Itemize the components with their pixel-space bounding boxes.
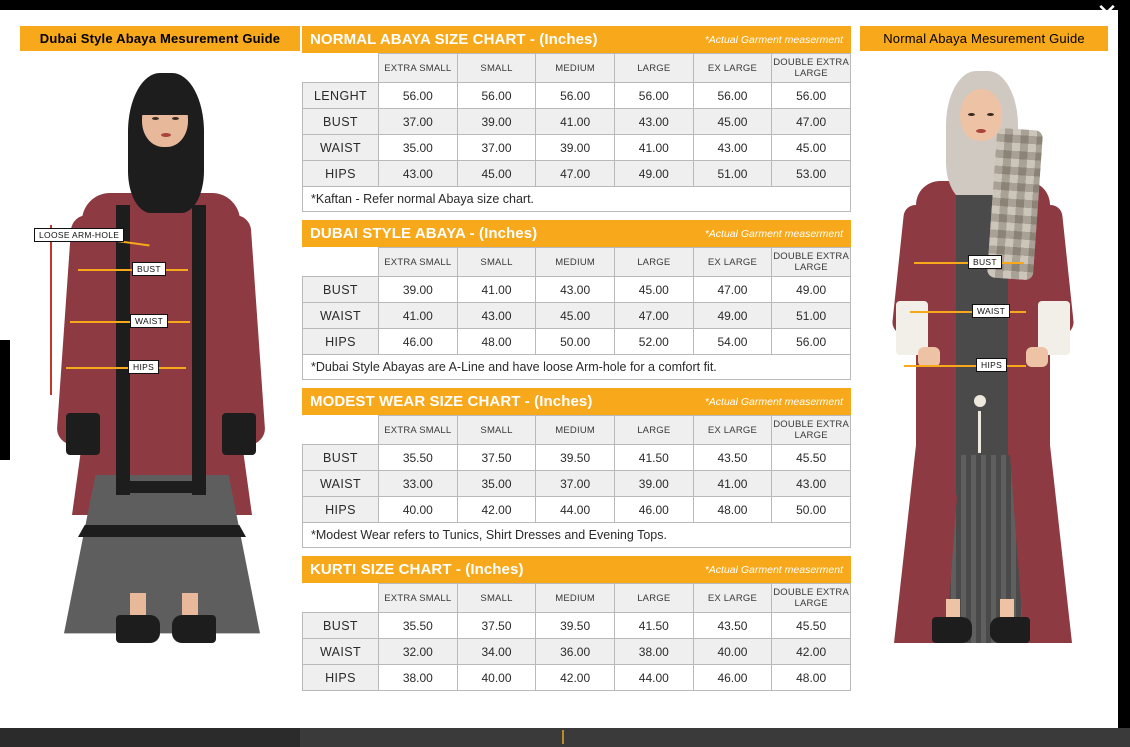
chart-footnote: *Modest Wear refers to Tunics, Shirt Dresses and Evening Tops.	[302, 523, 851, 548]
cell: 43.00	[693, 135, 772, 161]
col-large: LARGE	[614, 248, 693, 277]
bottom-strip-marker	[562, 730, 564, 744]
row-label: HIPS	[303, 161, 379, 187]
label-loose-arm-hole: LOOSE ARM-HOLE	[34, 228, 124, 242]
table-row	[303, 329, 851, 355]
eye-left	[968, 113, 975, 116]
cell: 46.00	[614, 497, 693, 523]
chart-title: MODEST WEAR SIZE CHART - (Inches)	[310, 393, 593, 410]
table-header-row	[303, 248, 851, 277]
cell: 41.50	[614, 445, 693, 471]
cell: 41.00	[536, 109, 615, 135]
lips	[161, 133, 171, 137]
col-small: SMALL	[457, 416, 536, 445]
front-panel-bottom	[116, 481, 206, 493]
table-header-row	[303, 416, 851, 445]
cell: 41.00	[693, 471, 772, 497]
chart-header	[302, 26, 851, 53]
cell: 36.00	[536, 639, 615, 665]
chart-note: *Actual Garment measerment	[704, 33, 843, 46]
shoe-left	[932, 617, 972, 643]
hand-right	[1026, 347, 1048, 367]
cell: 45.00	[693, 109, 772, 135]
front-panel-right	[192, 205, 206, 495]
cell: 41.50	[614, 613, 693, 639]
cell: 39.00	[379, 277, 458, 303]
cell: 49.00	[772, 277, 851, 303]
bottom-strip-left	[0, 728, 300, 747]
cell: 51.00	[693, 161, 772, 187]
table-row	[303, 109, 851, 135]
row-label: WAIST	[303, 639, 379, 665]
size-chart-sheet	[0, 10, 1118, 728]
chart-note: *Actual Garment measerment	[704, 395, 843, 408]
table-header-row	[303, 54, 851, 83]
table-row	[303, 471, 851, 497]
cell: 44.00	[614, 665, 693, 691]
table-row	[303, 639, 851, 665]
col-large: LARGE	[614, 54, 693, 83]
table-row	[303, 497, 851, 523]
table-row	[303, 135, 851, 161]
cell: 35.50	[379, 613, 458, 639]
chart-normal-abaya	[302, 26, 851, 212]
row-label: WAIST	[303, 471, 379, 497]
table-corner-cell	[303, 54, 379, 83]
hips-guide-line	[66, 367, 186, 369]
cell: 43.50	[693, 613, 772, 639]
cell: 39.50	[536, 613, 615, 639]
row-label: HIPS	[303, 665, 379, 691]
cell: 48.00	[772, 665, 851, 691]
cell: 43.00	[772, 471, 851, 497]
col-double-extra-large: DOUBLE EXTRA LARGE	[772, 416, 851, 445]
cell: 45.00	[772, 135, 851, 161]
row-label: LENGHT	[303, 83, 379, 109]
cell: 40.00	[693, 639, 772, 665]
table-header-row	[303, 584, 851, 613]
cuff-left	[66, 413, 100, 455]
cell: 56.00	[693, 83, 772, 109]
table-corner-cell	[303, 416, 379, 445]
cell: 52.00	[614, 329, 693, 355]
cell: 37.50	[457, 613, 536, 639]
col-extra-small: EXTRA SMALL	[379, 54, 458, 83]
chart-dubai-style-abaya	[302, 220, 851, 380]
cell: 45.00	[614, 277, 693, 303]
bottom-strip-right	[300, 728, 1130, 747]
cell: 39.00	[536, 135, 615, 161]
cell: 37.00	[379, 109, 458, 135]
cell: 37.50	[457, 445, 536, 471]
shoe-left	[116, 615, 160, 643]
right-guide-banner: Normal Abaya Mesurement Guide	[860, 26, 1108, 51]
chart-note: *Actual Garment measerment	[704, 227, 843, 240]
cell: 51.00	[772, 303, 851, 329]
label-waist: WAIST	[130, 314, 168, 328]
col-extra-small: EXTRA SMALL	[379, 584, 458, 613]
label-waist: WAIST	[972, 304, 1010, 318]
cell: 49.00	[614, 161, 693, 187]
left-edge-mask	[0, 340, 10, 460]
cell: 56.00	[772, 83, 851, 109]
label-hips: HIPS	[128, 360, 159, 374]
size-table	[302, 53, 851, 187]
cell: 38.00	[614, 639, 693, 665]
table-row	[303, 613, 851, 639]
eye-right	[987, 113, 994, 116]
cell: 49.00	[693, 303, 772, 329]
col-small: SMALL	[457, 584, 536, 613]
size-table	[302, 415, 851, 523]
size-charts-column	[302, 26, 851, 699]
col-large: LARGE	[614, 416, 693, 445]
cell: 41.00	[614, 135, 693, 161]
cell: 42.00	[772, 639, 851, 665]
side-seam-line	[50, 225, 52, 395]
tassel-knot	[974, 395, 986, 407]
label-hips: HIPS	[976, 358, 1007, 372]
col-medium: MEDIUM	[536, 248, 615, 277]
table-row	[303, 665, 851, 691]
col-large: LARGE	[614, 584, 693, 613]
row-label: BUST	[303, 277, 379, 303]
hips-guide-line	[904, 365, 1026, 367]
row-label: BUST	[303, 445, 379, 471]
cell: 47.00	[772, 109, 851, 135]
table-row	[303, 277, 851, 303]
chart-modest-wear	[302, 388, 851, 548]
shoe-right	[172, 615, 216, 643]
chart-header	[302, 556, 851, 583]
hand-left	[918, 347, 940, 367]
hem-trim	[78, 525, 246, 537]
cell: 44.00	[536, 497, 615, 523]
cell: 56.00	[457, 83, 536, 109]
col-medium: MEDIUM	[536, 54, 615, 83]
cell: 41.00	[379, 303, 458, 329]
cell: 47.00	[536, 161, 615, 187]
cell: 50.00	[772, 497, 851, 523]
model-head	[960, 89, 1002, 141]
col-ex-large: EX LARGE	[693, 248, 772, 277]
col-ex-large: EX LARGE	[693, 584, 772, 613]
cell: 35.00	[379, 135, 458, 161]
abaya-skirt-lower	[64, 475, 260, 655]
col-double-extra-large: DOUBLE EXTRA LARGE	[772, 54, 851, 83]
row-label: HIPS	[303, 497, 379, 523]
row-label: BUST	[303, 613, 379, 639]
cell: 39.50	[536, 445, 615, 471]
cell: 43.50	[693, 445, 772, 471]
row-label: WAIST	[303, 135, 379, 161]
left-guide-banner: Dubai Style Abaya Mesurement Guide	[20, 26, 300, 51]
cell: 35.50	[379, 445, 458, 471]
cell: 48.00	[693, 497, 772, 523]
hairline-shape	[140, 85, 190, 115]
table-row	[303, 303, 851, 329]
right-guide-panel	[860, 26, 1108, 655]
size-table	[302, 247, 851, 355]
cell: 42.00	[536, 665, 615, 691]
chart-footnote: *Kaftan - Refer normal Abaya size chart.	[302, 187, 851, 212]
chart-title: NORMAL ABAYA SIZE CHART - (Inches)	[310, 31, 598, 48]
cell: 40.00	[379, 497, 458, 523]
col-ex-large: EX LARGE	[693, 416, 772, 445]
cell: 47.00	[614, 303, 693, 329]
cell: 45.50	[772, 613, 851, 639]
col-double-extra-large: DOUBLE EXTRA LARGE	[772, 248, 851, 277]
col-small: SMALL	[457, 54, 536, 83]
cell: 53.00	[772, 161, 851, 187]
cell: 47.00	[693, 277, 772, 303]
normal-abaya-figure	[860, 55, 1108, 655]
eye-left	[152, 117, 159, 120]
cell: 43.00	[379, 161, 458, 187]
row-label: BUST	[303, 109, 379, 135]
cell: 56.00	[536, 83, 615, 109]
cell: 37.00	[536, 471, 615, 497]
front-panel-left	[116, 205, 130, 495]
col-medium: MEDIUM	[536, 584, 615, 613]
dubai-style-abaya-figure	[20, 55, 300, 655]
cell: 56.00	[614, 83, 693, 109]
table-corner-cell	[303, 584, 379, 613]
table-corner-cell	[303, 248, 379, 277]
label-bust: BUST	[968, 255, 1002, 269]
eye-right	[172, 117, 179, 120]
col-small: SMALL	[457, 248, 536, 277]
row-label: HIPS	[303, 329, 379, 355]
table-row	[303, 83, 851, 109]
size-table	[302, 583, 851, 691]
cell: 56.00	[772, 329, 851, 355]
shoe-right	[990, 617, 1030, 643]
cell: 42.00	[457, 497, 536, 523]
cell: 45.00	[457, 161, 536, 187]
col-extra-small: EXTRA SMALL	[379, 248, 458, 277]
cell: 54.00	[693, 329, 772, 355]
chart-header	[302, 388, 851, 415]
cell: 40.00	[457, 665, 536, 691]
cell: 43.00	[536, 277, 615, 303]
close-icon[interactable]: ✕	[1096, 0, 1118, 29]
cell: 46.00	[379, 329, 458, 355]
chart-note: *Actual Garment measerment	[704, 563, 843, 576]
cell: 43.00	[614, 109, 693, 135]
chart-title: KURTI SIZE CHART - (Inches)	[310, 561, 524, 578]
lips	[976, 129, 986, 133]
cell: 37.00	[457, 135, 536, 161]
cell: 32.00	[379, 639, 458, 665]
cell: 39.00	[457, 109, 536, 135]
cell: 39.00	[614, 471, 693, 497]
cell: 46.00	[693, 665, 772, 691]
tassel-string	[978, 411, 981, 453]
cell: 50.00	[536, 329, 615, 355]
cell: 41.00	[457, 277, 536, 303]
chart-title: DUBAI STYLE ABAYA - (Inches)	[310, 225, 538, 242]
cell: 35.00	[457, 471, 536, 497]
cell: 43.00	[457, 303, 536, 329]
col-double-extra-large: DOUBLE EXTRA LARGE	[772, 584, 851, 613]
chart-footnote: *Dubai Style Abayas are A-Line and have loose Arm-hole for a comfort fit.	[302, 355, 851, 380]
chart-header	[302, 220, 851, 247]
label-bust: BUST	[132, 262, 166, 276]
table-row	[303, 445, 851, 471]
cell: 33.00	[379, 471, 458, 497]
cuff-right	[222, 413, 256, 455]
cell: 38.00	[379, 665, 458, 691]
chart-kurti	[302, 556, 851, 691]
col-extra-small: EXTRA SMALL	[379, 416, 458, 445]
left-guide-panel	[20, 26, 300, 655]
cell: 34.00	[457, 639, 536, 665]
cell: 56.00	[379, 83, 458, 109]
col-medium: MEDIUM	[536, 416, 615, 445]
table-row	[303, 161, 851, 187]
cell: 45.50	[772, 445, 851, 471]
row-label: WAIST	[303, 303, 379, 329]
cell: 48.00	[457, 329, 536, 355]
bottom-strip	[0, 728, 1130, 747]
cell: 45.00	[536, 303, 615, 329]
col-ex-large: EX LARGE	[693, 54, 772, 83]
